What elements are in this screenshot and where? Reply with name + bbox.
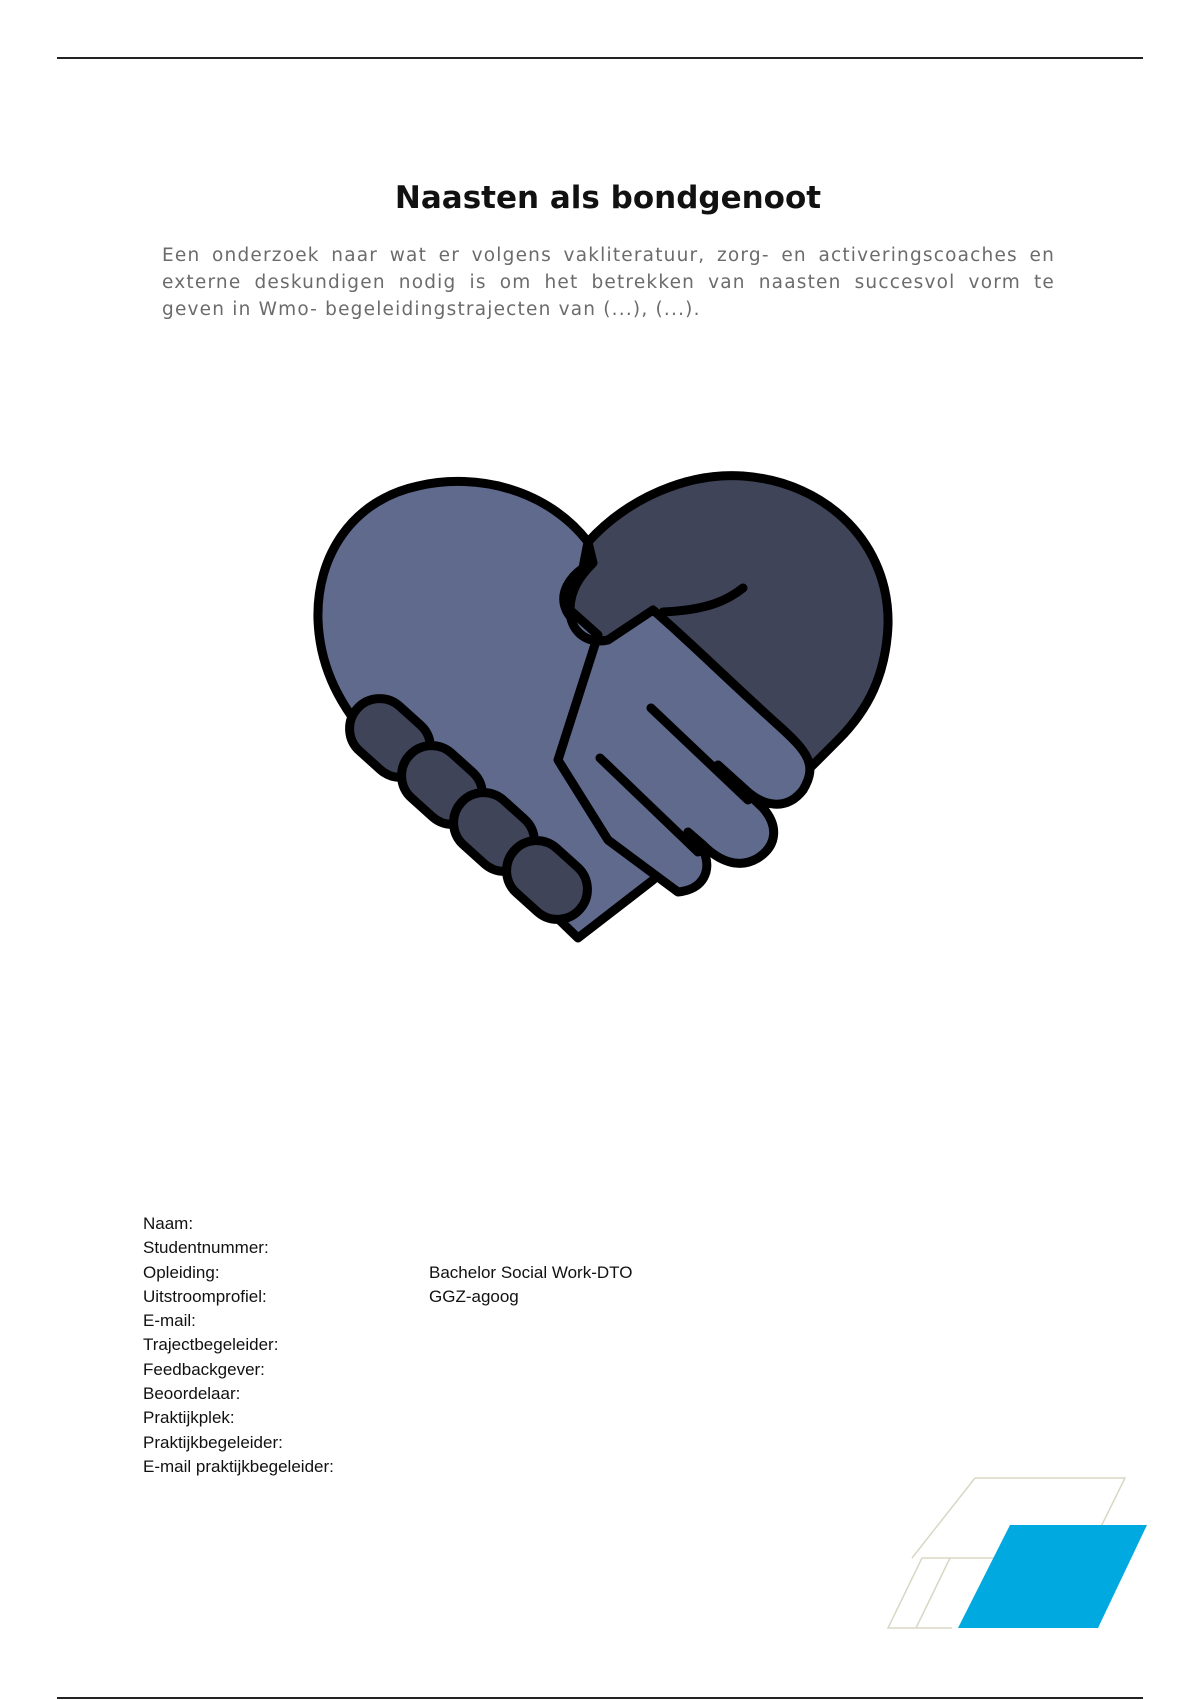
- info-label: Uitstroomprofiel:: [143, 1286, 267, 1306]
- info-row-opleiding: [143, 1261, 632, 1285]
- info-row-uitstroomprofiel: [143, 1285, 632, 1309]
- header-rule: [57, 57, 1143, 59]
- info-row-praktijkbegeleider: [143, 1431, 632, 1455]
- logo-outline-left: [912, 1478, 975, 1558]
- info-value: GGZ-agoog: [429, 1286, 519, 1306]
- info-label: Studentnummer:: [143, 1238, 269, 1258]
- info-row-trajectbegeleider: [143, 1333, 632, 1357]
- info-label: Trajectbegeleider:: [143, 1335, 279, 1355]
- info-label: Opleiding:: [143, 1262, 220, 1282]
- student-info: [143, 1212, 632, 1479]
- institution-logo: [880, 1470, 1160, 1635]
- logo-accent-shape: [958, 1525, 1147, 1628]
- info-row-email: [143, 1309, 632, 1333]
- logo-outline-mid: [916, 1558, 950, 1628]
- info-row-naam: [143, 1212, 632, 1236]
- info-value: Bachelor Social Work-DTO: [429, 1262, 633, 1282]
- info-row-studentnummer: [143, 1236, 632, 1260]
- info-label: Beoordelaar:: [143, 1384, 241, 1404]
- document-subtitle: Een onderzoek naar wat er volgens vakliteratuur, zorg- en activeringscoaches en externe deskundigen nodig is om het betrekken van naasten succesvol vorm te geven in Wmo- begeleidingstrajecten van (...), (...).: [162, 245, 1055, 320]
- info-label: Feedbackgever:: [143, 1359, 265, 1379]
- info-label: Praktijkplek:: [143, 1408, 235, 1428]
- info-label: Naam:: [143, 1214, 194, 1233]
- info-label: Praktijkbegeleider:: [143, 1432, 283, 1452]
- info-row-beoordelaar: [143, 1382, 632, 1406]
- info-row-email-praktijkbegeleider: [143, 1455, 632, 1479]
- info-row-feedbackgever: [143, 1358, 632, 1382]
- footer-rule: [57, 1697, 1143, 1699]
- info-label: E-mail praktijkbegeleider:: [143, 1456, 334, 1476]
- info-row-praktijkplek: [143, 1406, 632, 1430]
- document-title: Naasten als bondgenoot: [394, 180, 822, 216]
- logo-outline-back: [888, 1558, 952, 1628]
- heart-handshake-icon: [308, 460, 898, 980]
- info-label: E-mail:: [143, 1311, 196, 1331]
